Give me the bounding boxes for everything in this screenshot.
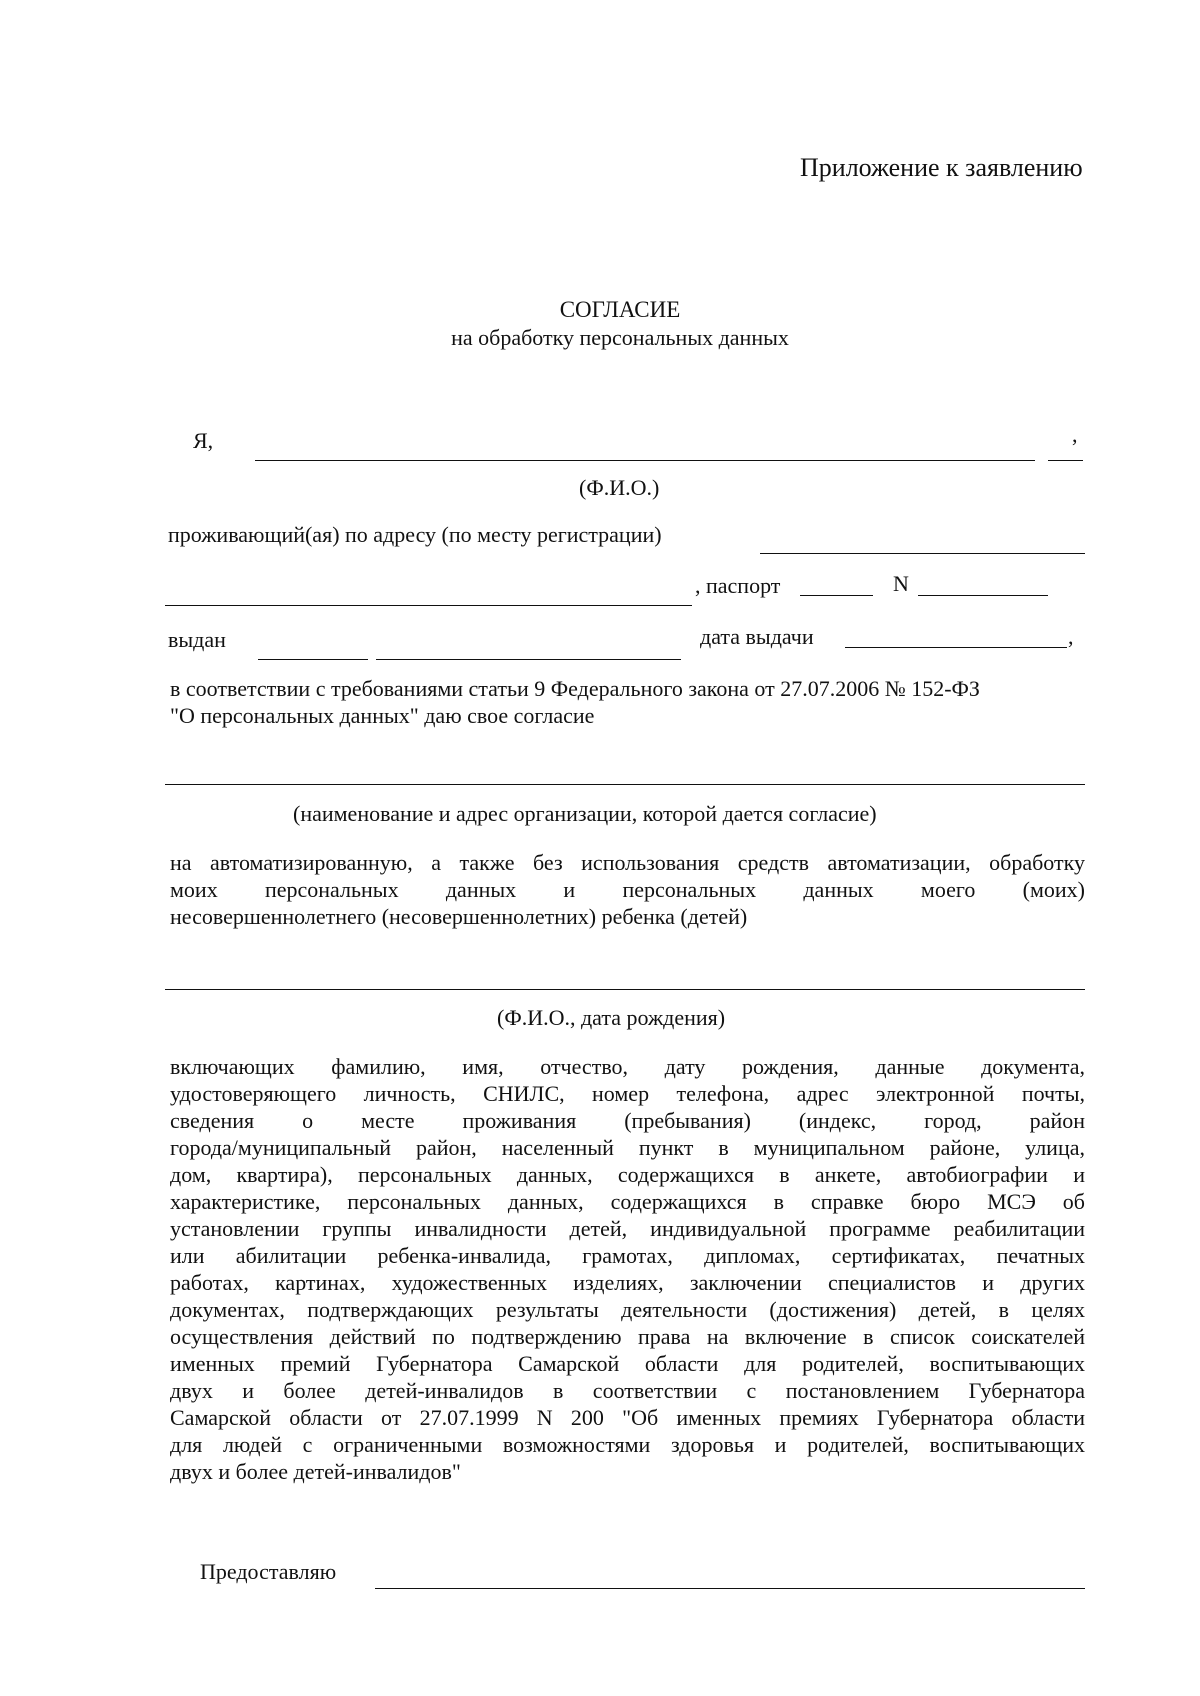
child-caption: (Ф.И.О., дата рождения) [497,1005,726,1030]
details-text-line: дом, квартира), персональных данных, содержащихся в анкете, автобиографии и [170,1162,1085,1187]
details-text-line: двух и более детей-инвалидов" [170,1459,461,1484]
residing-label: проживающий(ая) по адресу (по месту регистрации) [168,522,662,547]
document-title: СОГЛАСИЕ [559,297,681,322]
details-text-line: включающих фамилию, имя, отчество, дату рождения, данные документа, [170,1054,1085,1079]
details-text-line: установлении группы инвалидности детей, индивидуальной программе реабилитации [170,1216,1085,1241]
provide-label: Предоставляю [200,1559,337,1584]
fio-comma: , [1072,422,1078,447]
processing-text-line: несовершеннолетнего (несовершеннолетних) ребенка (детей) [170,904,748,929]
details-text-line: сведения о месте проживания (пребывания) (индекс, город, район [170,1108,1085,1133]
residence-line-2[interactable] [165,605,692,606]
passport-series-line[interactable] [800,595,873,596]
child-line[interactable] [165,989,1085,990]
provide-line[interactable] [375,1588,1085,1589]
issue-date-comma: , [1068,624,1074,649]
residence-line-1[interactable] [760,553,1085,554]
issued-line-1[interactable] [258,659,368,660]
details-text-line: Самарской области от 27.07.1999 N 200 "Об именных премиях Губернатора области [170,1405,1085,1430]
issued-line-2[interactable] [376,659,681,660]
details-text-line: осуществления действий по подтверждению права на включение в список соискателей [170,1324,1085,1349]
organization-caption: (наименование и адрес организации, которой дается согласие) [293,801,877,826]
details-text-line: для людей с ограниченными возможностями здоровья и родителей, воспитывающих [170,1432,1085,1457]
law-text-line: "О персональных данных" даю свое согласие [170,703,595,728]
document-subtitle: на обработку персональных данных [451,325,789,350]
fio-line-end[interactable] [1048,460,1083,461]
passport-number-line[interactable] [918,595,1048,596]
organization-line[interactable] [165,784,1085,785]
issue-date-label: дата выдачи [700,624,814,649]
processing-text-line: на автоматизированную, а также без использования средств автоматизации, обработку [170,850,1085,875]
details-text-line: характеристике, персональных данных, содержащихся в справке бюро МСЭ об [170,1189,1085,1214]
law-text-line: в соответствии с требованиями статьи 9 Федерального закона от 27.07.2006 № 152-ФЗ [170,676,980,701]
issue-date-line[interactable] [845,647,1067,648]
details-text-line: или абилитации ребенка-инвалида, грамотах, дипломах, сертификатах, печатных [170,1243,1085,1268]
details-text-line: именных премий Губернатора Самарской области для родителей, воспитывающих [170,1351,1085,1376]
details-text-line: работах, картинах, художественных изделиях, заключении специалистов и других [170,1270,1085,1295]
processing-text-line: моих персональных данных и персональных данных моего (моих) [170,877,1085,902]
fio-caption: (Ф.И.О.) [579,475,660,500]
details-text-line: документах, подтверждающих результаты деятельности (достижения) детей, в целях [170,1297,1085,1322]
details-text-line: удостоверяющего личность, СНИЛС, номер телефона, адрес электронной почты, [170,1081,1085,1106]
details-text-line: города/муниципальный район, населенный пункт в муниципальном районе, улица, [170,1135,1085,1160]
passport-label: , паспорт [695,573,781,598]
details-text-line: двух и более детей-инвалидов в соответствии с постановлением Губернатора [170,1378,1085,1403]
appendix-title: Приложение к заявлению [800,153,1083,182]
passport-number-label: N [893,571,909,596]
i-prefix: Я, [193,428,214,453]
fio-line[interactable] [255,460,1035,461]
issued-label: выдан [168,627,226,652]
